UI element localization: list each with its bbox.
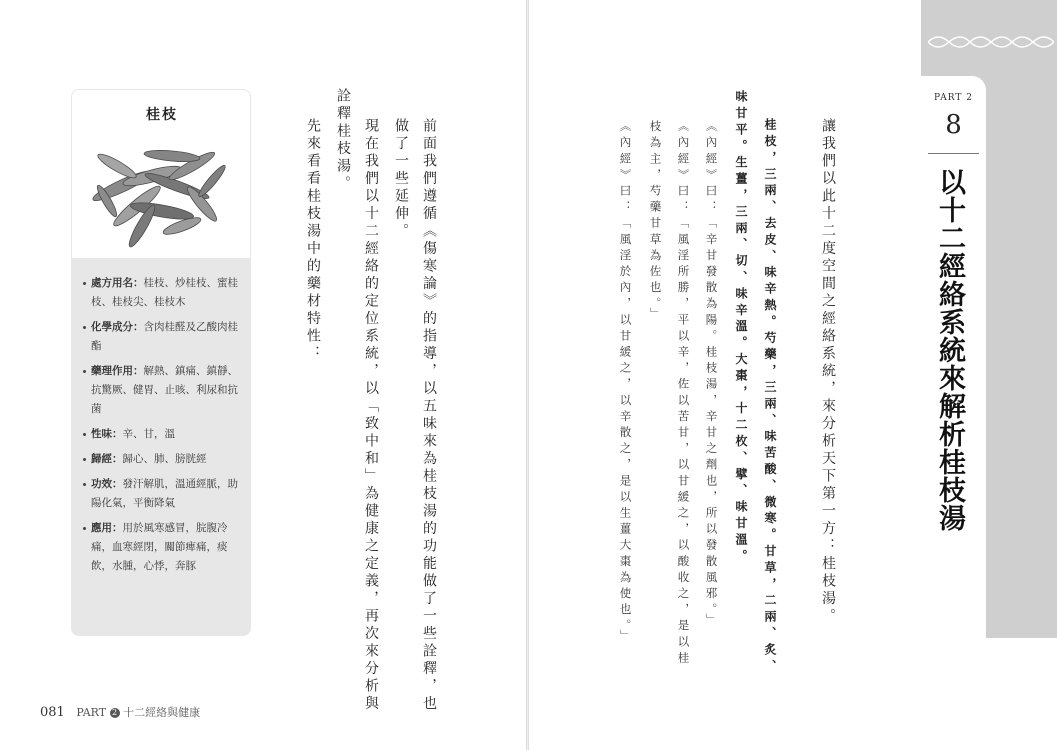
- prop-row: [81, 362, 246, 419]
- formula-column: 味甘平。生薑，三兩、切、味辛溫。大棗，十二枚、擘、味甘溫。: [734, 90, 748, 566]
- prop-row: [81, 450, 246, 469]
- body-text-column: 先來看看桂枝湯中的藥材特性：: [305, 118, 321, 363]
- prop-row: [81, 425, 246, 444]
- prop-label: 功效：: [91, 478, 123, 490]
- footer-section: 十二經絡與健康: [123, 706, 201, 719]
- quote-column: 枝為主，芍藥甘草為佐也。」: [648, 120, 663, 324]
- prop-label: 歸經：: [91, 453, 123, 465]
- herb-card-header: [71, 89, 251, 259]
- formula-column: 桂枝，三兩、去皮、味辛熱。芍藥，三兩、味苦酸、微寒。甘草，二兩、炙、: [763, 118, 777, 676]
- prop-row: [81, 475, 246, 513]
- quote-column: 《內經》曰：「風淫於內，以甘緩之，以辛散之，是以生薑大棗為使也。」: [618, 120, 633, 646]
- prop-text: 歸心、肺、膀胱經: [122, 453, 207, 465]
- herb-card: [71, 89, 251, 636]
- body-text-column: 前面我們遵循《傷寒論》的指導，以五味來為桂枝湯的功能做了一些詮釋，也: [421, 118, 437, 713]
- prop-text: 發汗解肌，溫通經脈，助陽化氣，平衡降氣: [91, 478, 238, 509]
- prop-text: 含肉桂醛及乙酸肉桂酯: [91, 321, 238, 352]
- prop-row: [81, 519, 246, 576]
- prop-label: 化學成分：: [91, 321, 144, 333]
- chapter-number: 8: [945, 110, 962, 140]
- page-number: 081: [40, 705, 65, 720]
- prop-text: 桂枝、炒桂枝、蜜桂枝、桂枝尖、桂枝木: [91, 277, 238, 308]
- prop-text: 用於風寒感冒，脘腹冷痛，血寒經閉，關節痺痛，痰飲，水腫，心悸，奔豚: [91, 522, 228, 572]
- herb-cinnamon-twig-image: [82, 126, 242, 254]
- prop-text: 辛、甘，溫: [122, 428, 175, 440]
- herb-title: 桂枝: [146, 107, 178, 123]
- chapter-divider: [928, 153, 979, 154]
- prop-text: 解熱、鎮痛、鎮靜、抗驚厥、健胃、止咳、利尿和抗菌: [91, 365, 238, 415]
- quote-column: 《內經》曰：「辛甘發散為陽。桂枝湯，辛甘之劑也，所以發散風邪。」: [704, 120, 719, 630]
- footer-part: PART: [76, 706, 107, 719]
- part-label: PART 2: [934, 93, 973, 103]
- intro-text-column: 讓我們以此十二度空間之經絡系統，來分析天下第一方：桂枝湯。: [820, 118, 836, 626]
- herb-properties: [81, 274, 246, 582]
- prop-label: 處方用名：: [91, 277, 144, 289]
- footer-part-circle: 2: [110, 708, 120, 718]
- quote-column: 《內經》曰：「風淫所勝，平以辛，佐以苦甘，以甘緩之，以酸收之，是以桂: [676, 120, 691, 668]
- body-text-column: 做了一些延伸。: [393, 118, 409, 241]
- body-text-column: 詮釋桂枝湯。: [335, 88, 351, 193]
- prop-row: [81, 318, 246, 356]
- prop-label: 藥理作用：: [91, 365, 144, 377]
- page-footer: [40, 704, 200, 720]
- body-text-column: 現在我們以十二經絡的定位系統，以「致中和」為健康之定義，再次來分析與: [363, 118, 379, 713]
- prop-label: 應用：: [91, 522, 123, 534]
- wave-ornament-icon: [928, 30, 1054, 54]
- prop-label: 性味：: [91, 428, 123, 440]
- prop-row: [81, 274, 246, 312]
- chapter-title: 以十二經絡系統來解析桂枝湯: [934, 168, 965, 532]
